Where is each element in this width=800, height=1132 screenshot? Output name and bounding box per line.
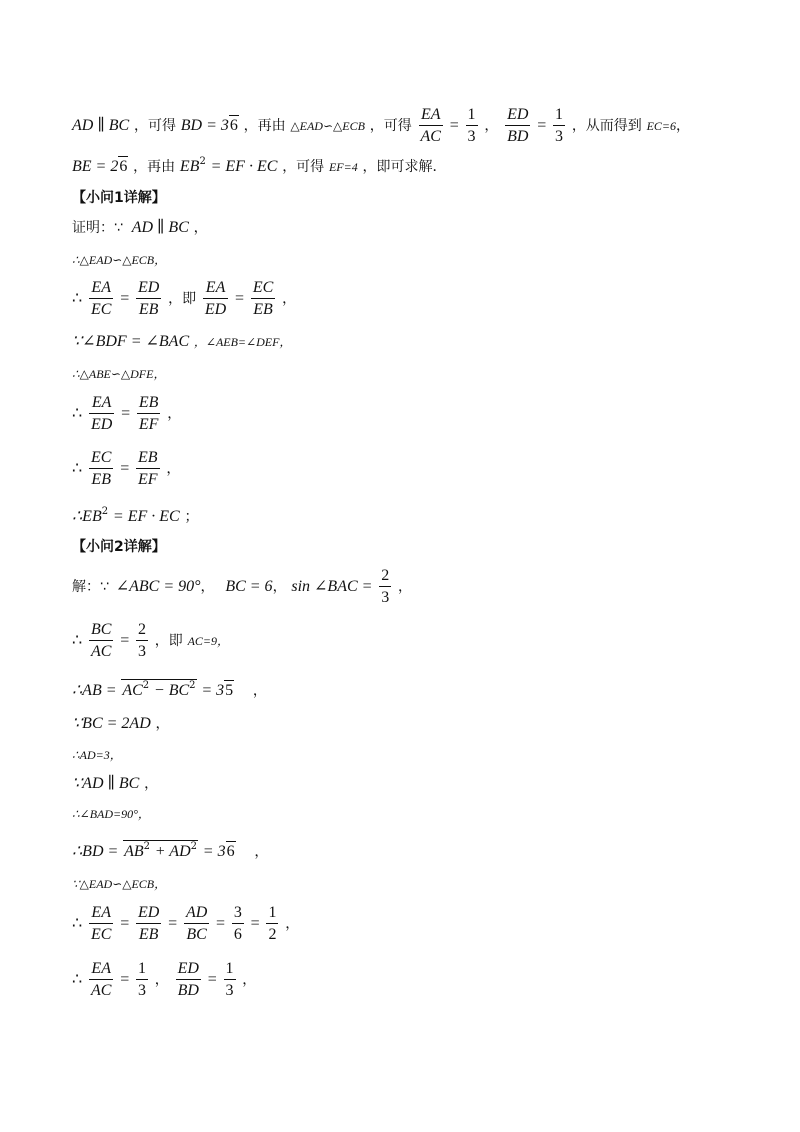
solution-line-7: ∴∠BAD=90°， [72, 807, 150, 821]
fraction-eb-ef-b: $\frac{EB}{EF}$ [138, 449, 158, 488]
fraction-1-3-b: $\frac{1}{3}$ [555, 106, 564, 145]
fraction-ec-eb-b: $\frac{EC}{EB}$ [90, 449, 112, 488]
fraction-ea-ec-c: $\frac{EA}{EC}$ [90, 904, 112, 943]
fraction-ed-eb-c: $\frac{ED}{EB}$ [138, 904, 160, 943]
math-similar-triangles: △EAD∽△ECB [290, 119, 365, 133]
proof-line-4: ∵∠BDF = ∠BAC ，∠AEB=∠DEF， [72, 333, 292, 350]
fraction-bc-ac: $\frac{BC}{AC}$ [90, 621, 112, 660]
fraction-3-6: $\frac{3}{6}$ [233, 904, 242, 943]
text-congerdedao: ，从而得到 [571, 118, 642, 134]
fraction-1-3-d: $\frac{1}{3}$ [225, 960, 234, 999]
math-eb: EB [179, 158, 200, 175]
proof-line-5: ∴△ABE∽△DFE， [72, 367, 166, 381]
text-zaiyou: ，再由 [243, 118, 286, 134]
fraction-ea-ec: $\frac{EA}{EC}$ [90, 279, 112, 318]
text-kede: ，可得 [133, 118, 176, 134]
fraction-2-3-b: $\frac{2}{3}$ [138, 621, 147, 660]
solution-line-11: ∴ $\frac{EA}{AC}$ = $\frac{1}{3}$ ， $\frac{ED}{BD}$ = $\frac{1}{3}$ ， [72, 960, 257, 999]
math-ec-6: EC=6 [646, 119, 677, 133]
fraction-eb-ef: $\frac{EB}{EF}$ [138, 394, 159, 433]
solution-line-10: ∴ $\frac{EA}{EC}$ = $\frac{ED}{EB}$ = $\frac{AD}{BC}$ = $\frac{3}{6}$ = $\frac{1}{2}$ ， [72, 904, 300, 943]
intro-line-1: AD ∥ BC ，可得 BD = 36 ，再由 △EAD∽△ECB ，可得 $\frac{EA}{AC}$ = $\frac{1}{3}$ ， $\frac{ED}{BD}$ = $\frac{1}{3}$ ，从而得到 EC=6， [72, 106, 691, 145]
sqrt-6-b: 6 [119, 158, 128, 175]
solution-line-8: ∴BD = $AB^2 + AD^2 = 36$ ， [72, 841, 269, 860]
solution-line-2: ∴ $\frac{BC}{AC}$ = $\frac{2}{3}$ ，即 AC=9， [72, 621, 230, 660]
heading-part-1: 【小问1详解】 [72, 190, 166, 206]
sqrt-6: 6 [229, 117, 238, 134]
proof-line-8: $\therefore EB^2$ = EF · EC ； [72, 506, 199, 525]
fraction-1-3: $\frac{1}{3}$ [467, 106, 476, 145]
intro-line-2: BE = 26 ，再由 $EB^2$ = EF · EC ，可得 EF=4 ，即可求解． [72, 156, 447, 175]
fraction-1-3-c: $\frac{1}{3}$ [138, 960, 147, 999]
math-bd-eq: BD = 3 [180, 117, 229, 134]
fraction-ea-ac-b: $\frac{EA}{AC}$ [90, 960, 112, 999]
solution-line-1: 解：∵ ∠ABC = 90°， BC = 6， sin ∠BAC = $\frac{2}{3}$ ， [72, 567, 412, 606]
fraction-ed-bd: $\frac{ED}{BD}$ [507, 106, 529, 145]
fraction-ed-eb: $\frac{ED}{EB}$ [138, 279, 160, 318]
fraction-2-3: $\frac{2}{3}$ [381, 567, 390, 606]
proof-line-6: ∴ $\frac{EA}{ED}$ = $\frac{EB}{EF}$ ， [72, 394, 182, 433]
solution-line-6: ∵AD ∥ BC ， [72, 775, 159, 792]
solution-line-9: ∵△EAD∽△ECB， [72, 877, 167, 891]
proof-line-3: ∴ $\frac{EA}{EC}$ = $\frac{ED}{EB}$ ，即 $\frac{EA}{ED}$ = $\frac{EC}{EB}$ ， [72, 279, 297, 318]
solution-line-3: ∴AB = $AC^2 - BC^2 = 35$ ， [72, 680, 267, 699]
proof-line-2: ∴△EAD∽△ECB， [72, 253, 167, 267]
math-be-eq: BE = 2 [72, 158, 119, 175]
fraction-ed-bd-b: $\frac{ED}{BD}$ [177, 960, 199, 999]
fraction-ea-ac: $\frac{EA}{AC}$ [420, 106, 441, 145]
heading-part-2: 【小问2详解】 [72, 539, 166, 555]
math-ad-parallel-bc: AD ∥ BC [72, 117, 130, 134]
math-ef-ec: = EF · EC [210, 158, 278, 175]
math-ef-4: EF=4 [328, 160, 358, 174]
proof-line-1: 证明：∵ AD ∥ BC ， [72, 219, 208, 236]
text-kede-2: ，可得 [369, 118, 412, 134]
fraction-ec-eb: $\frac{EC}{EB}$ [252, 279, 274, 318]
fraction-1-2: $\frac{1}{2}$ [268, 904, 277, 943]
solution-line-5: ∴AD=3， [72, 748, 122, 762]
fraction-ea-ed-b: $\frac{EA}{ED}$ [90, 394, 113, 433]
fraction-ad-bc: $\frac{AD}{BC}$ [185, 904, 208, 943]
proof-line-7: ∴ $\frac{EC}{EB}$ = $\frac{EB}{EF}$ ， [72, 449, 181, 488]
fraction-ea-ed: $\frac{EA}{ED}$ [204, 279, 227, 318]
solution-line-4: ∵BC = 2AD ， [72, 715, 170, 732]
